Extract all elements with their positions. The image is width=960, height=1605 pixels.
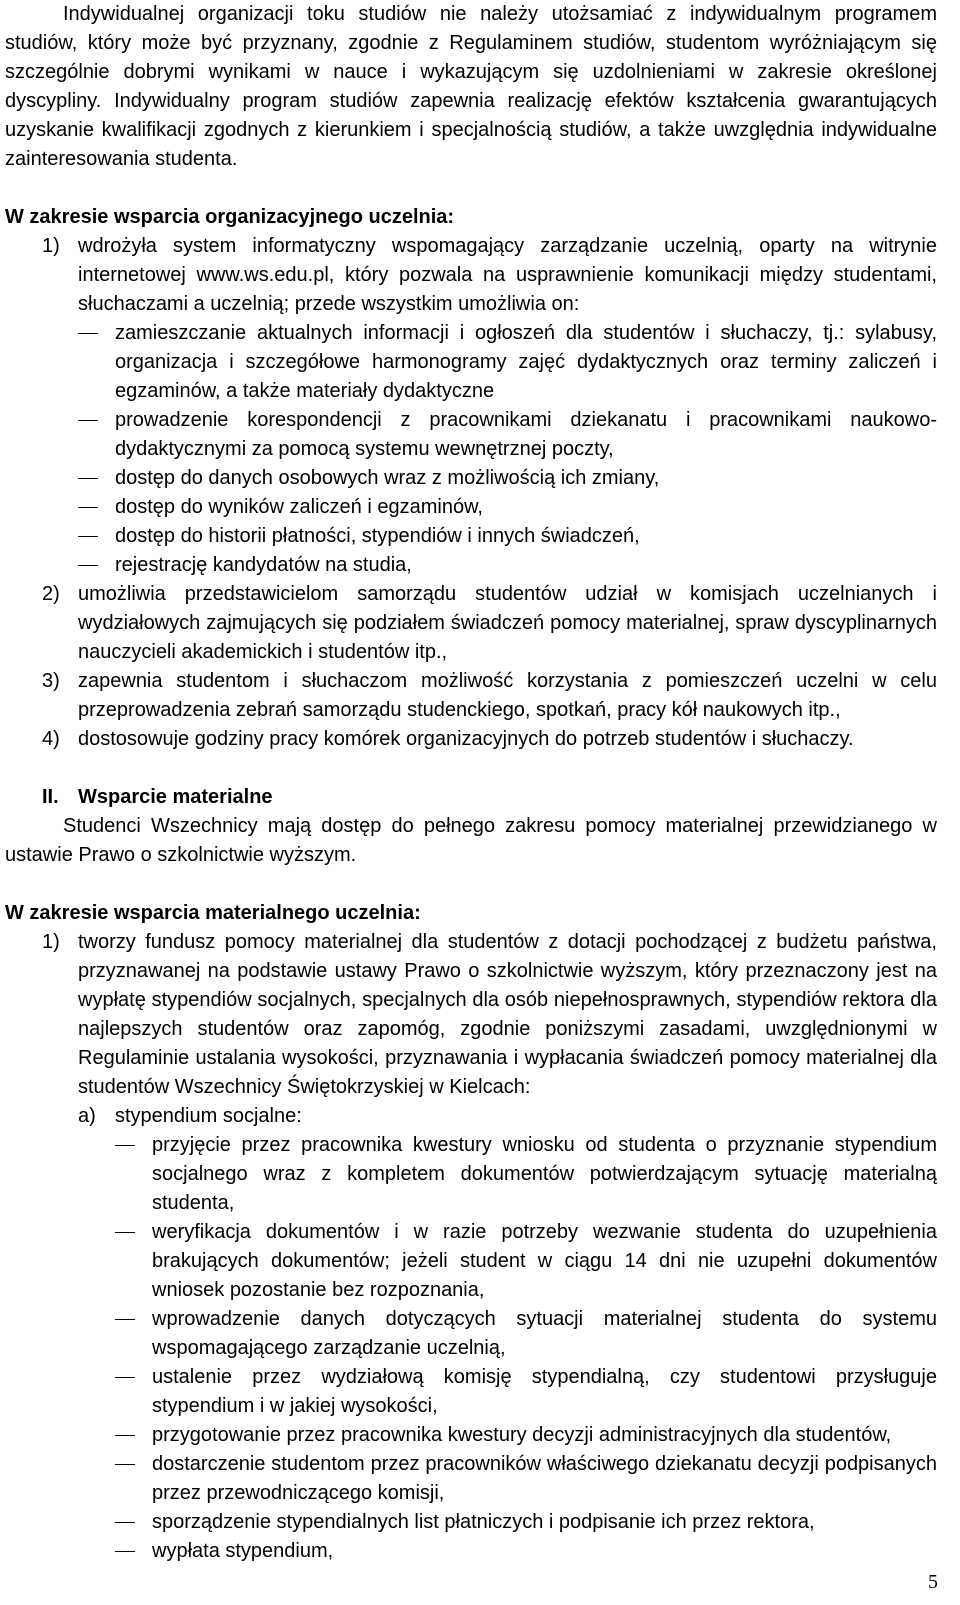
org-item-2 [5,580,937,667]
list-item-text: ustalenie przez wydziałową komisję stypendialną, czy studentowi przysługuje stypendium i w jakiej wysokości, [152,1366,937,1417]
list-item-text: rejestrację kandydatów na studia, [115,554,412,576]
org-item-3-text: zapewnia studentom i słuchaczom możliwość korzystania z pomieszczeń uczelni w celu przeprowadzenia zebrań samorządu studenckiego, spotkań, pracy kół naukowych itp., [78,670,937,721]
dash-bullet-icon [78,507,98,508]
list-item [5,1508,937,1537]
sub-item-a-letter: a) [78,1105,96,1127]
list-item-text: dostarczenie studentom przez pracowników właściwego dziekanatu decyzji podpisanych przez przewodniczącego komisji, [152,1453,937,1504]
dash-bullet-icon [115,1522,135,1523]
org-item-4-text: dostosowuje godziny pracy komórek organizacyjnych do potrzeb studentów i słuchaczy. [78,728,854,750]
org-item-4-number: 4) [42,728,60,750]
org-item-4 [5,725,937,754]
dash-bullet-icon [115,1464,135,1465]
section-2-title-text: Wsparcie materialne [78,786,273,808]
org-item-3-number: 3) [42,670,60,692]
mat-support-heading: W zakresie wsparcia materialnego uczelnia: [5,902,421,924]
dash-bullet-icon [78,565,98,566]
section-2-title [5,783,937,812]
list-item [5,1218,937,1305]
list-item-text: zamieszczanie aktualnych informacji i ogłoszeń dla studentów i słuchaczy, tj.: sylabusy, organizacja i szczegółowe harmonogramy zajęć dydaktycznych oraz terminy zaliczeń i egzaminów, a także materiały dydaktyczne [115,322,937,402]
list-item [5,1131,937,1218]
list-item-text: dostęp do historii płatności, stypendiów i innych świadczeń, [115,525,640,547]
list-item-text: wprowadzenie danych dotyczących sytuacji materialnej studenta do systemu wspomagającego zarządzanie uczelnią, [152,1308,937,1359]
list-item [5,319,937,406]
list-item [5,1537,937,1566]
list-item-text: weryfikacja dokumentów i w razie potrzeby wezwanie studenta do uzupełnienia brakujących dokumentów; jeżeli student w ciągu 14 dni nie uzupełni dokumentów wniosek pozostanie bez rozpoznania, [152,1221,937,1301]
dash-bullet-icon [115,1435,135,1436]
dash-bullet-icon [115,1319,135,1320]
mat-item-1-text: tworzy fundusz pomocy materialnej dla studentów z dotacji pochodzącej z budżetu państwa, przyznawanej na podstawie ustawy Prawo o szkolnictwie wyższym, który przeznaczony jest na wypłatę stypendiów socjalnych, specjalnych dla osób niepełnosprawnych, stypendiów rektora dla najlepszych studentów oraz zapomóg, zgodnie poniższymi zasadami, uwzględnionymi w Regulaminie ustalania wysokości, przyznawania i wypłacania świadczeń pomocy materialnej dla studentów Wszechnicy Świętokrzyskiej w Kielcach: [78,931,937,1098]
org-item-1-sublist [5,319,937,580]
list-item [5,1450,937,1508]
mat-item-1 [5,928,937,1102]
org-item-1 [5,232,937,319]
dash-bullet-icon [115,1145,135,1146]
org-item-1-text: wdrożyła system informatyczny wspomagający zarządzanie uczelnią, oparty na witrynie internetowej www.ws.edu.pl, który pozwala na usprawnienie komunikacji między studentami, słuchaczami a uczelnią; przede wszystkim umożliwia on: [78,235,937,315]
document-page [5,0,937,1566]
list-item-text: dostęp do wyników zaliczeń i egzaminów, [115,496,483,518]
section-2-intro: Studenci Wszechnicy mają dostęp do pełnego zakresu pomocy materialnej przewidzianego w ustawie Prawo o szkolnictwie wyższym. [5,815,937,866]
org-item-1-number: 1) [42,235,60,257]
dash-bullet-icon [78,536,98,537]
dash-bullet-icon [78,420,98,421]
sub-item-a [5,1102,937,1131]
list-item-text: przyjęcie przez pracownika kwestury wniosku od studenta o przyznanie stypendium socjalnego wraz z kompletem dokumentów potwierdzającym sytuację materialną studenta, [152,1134,937,1214]
intro-paragraph: Indywidualnej organizacji toku studiów nie należy utożsamiać z indywidualnym programem studiów, który może być przyznany, zgodnie z Regulaminem studiów, studentom wyróżniającym się szczególnie dobrymi wynikami w nauce i wykazującym się uzdolnieniami w zakresie określonej dyscypliny. Indywidualny program studiów zapewnia realizację efektów kształcenia gwarantujących uzyskanie kwalifikacji zgodnych z kierunkiem i specjalnością studiów, a także uwzględnia indywidualne zainteresowania studenta. [5,3,937,170]
page-number: 5 [928,1571,938,1593]
org-support-heading: W zakresie wsparcia organizacyjnego uczelnia: [5,206,455,228]
list-item [5,1305,937,1363]
list-item [5,1363,937,1421]
dash-bullet-icon [78,333,98,334]
list-item-text: prowadzenie korespondencji z pracownikami dziekanatu i pracownikami naukowo-dydaktycznymi za pomocą systemu wewnętrznej poczty, [115,409,937,460]
list-item [5,493,937,522]
list-item-text: sporządzenie stypendialnych list płatniczych i podpisanie ich przez rektora, [152,1511,815,1533]
list-item-text: dostęp do danych osobowych wraz z możliwością ich zmiany, [115,467,660,489]
org-item-2-number: 2) [42,583,60,605]
list-item [5,1421,937,1450]
list-item-text: wypłata stypendium, [152,1540,334,1562]
sub-item-a-list [5,1131,937,1566]
list-item-text: przygotowanie przez pracownika kwestury decyzji administracyjnych dla studentów, [152,1424,892,1446]
sub-item-a-title: stypendium socjalne: [115,1105,302,1127]
list-item [5,522,937,551]
section-2-number: II. [42,786,59,808]
mat-item-1-number: 1) [42,931,60,953]
list-item [5,464,937,493]
list-item [5,406,937,464]
dash-bullet-icon [115,1377,135,1378]
list-item [5,551,937,580]
org-item-2-text: umożliwia przedstawicielom samorządu studentów udział w komisjach uczelnianych i wydziałowych zajmujących się podziałem świadczeń pomocy materialnej, spraw dyscyplinarnych nauczycieli akademickich i studentów itp., [78,583,937,663]
dash-bullet-icon [78,478,98,479]
dash-bullet-icon [115,1551,135,1552]
dash-bullet-icon [115,1232,135,1233]
org-item-3 [5,667,937,725]
